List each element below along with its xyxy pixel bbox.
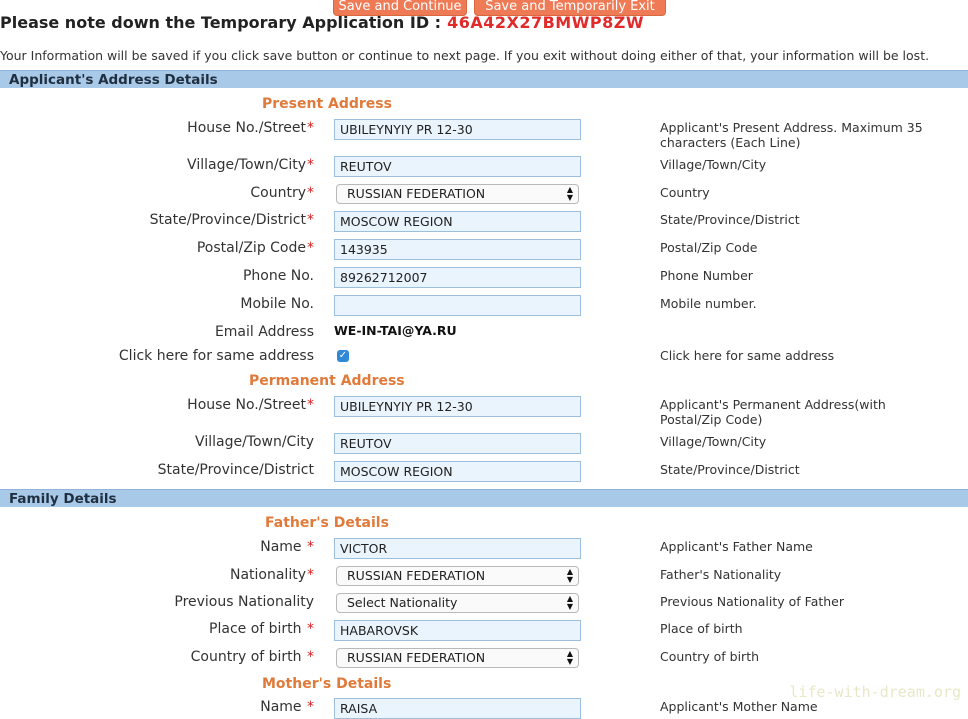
father-prev-nationality-label: Previous Nationality: [174, 594, 314, 610]
present-village-hint: Village/Town/City: [660, 157, 767, 172]
present-phone-input[interactable]: 89262712007: [334, 267, 581, 288]
present-phone-hint: Phone Number: [660, 268, 753, 283]
father-nationality-select[interactable]: [336, 566, 579, 586]
present-house-input[interactable]: UBILEYNYIY PR 12-30: [334, 119, 581, 140]
present-country-select[interactable]: [336, 184, 579, 204]
permanent-state-hint: State/Province/District: [660, 462, 800, 477]
father-nationality-label: Nationality*: [229, 567, 314, 583]
father-birth-country-hint: Country of birth: [660, 649, 760, 664]
email-label: Email Address: [214, 324, 314, 340]
notice-label: Please note down the Temporary Application ID :: [0, 13, 442, 32]
present-village-input[interactable]: REUTOV: [334, 156, 581, 177]
father-prev-nationality-select[interactable]: [336, 593, 579, 613]
present-phone-label: Phone No.: [242, 268, 314, 284]
present-postal-label: Postal/Zip Code*: [196, 240, 314, 256]
temporary-id-notice: [0, 13, 644, 32]
father-nationality-hint: Father's Nationality: [660, 567, 782, 582]
permanent-village-label: Village/Town/City: [195, 434, 314, 450]
save-continue-button[interactable]: Save and Continue: [333, 0, 467, 16]
father-name-hint: Applicant's Father Name: [660, 539, 813, 554]
select-arrows-icon: ▲ ▼: [566, 567, 573, 584]
present-mobile-input[interactable]: [334, 295, 581, 316]
present-address-title: Present Address: [262, 96, 392, 112]
father-name-label: Name *: [260, 539, 314, 555]
present-postal-hint: Postal/Zip Code: [660, 240, 758, 255]
same-address-label: Click here for same address: [118, 348, 314, 364]
email-value: WE-IN-TAI@YA.RU: [334, 323, 457, 338]
permanent-house-hint: Applicant's Permanent Address(with Postal/Zip Code): [660, 397, 886, 427]
select-arrows-icon: ▲ ▼: [566, 185, 573, 202]
present-state-hint: State/Province/District: [660, 212, 800, 227]
permanent-state-input[interactable]: MOSCOW REGION: [334, 461, 581, 482]
same-address-hint: Click here for same address: [660, 348, 835, 363]
mother-name-hint: Applicant's Mother Name: [660, 699, 818, 714]
save-temporarily-exit-button[interactable]: Save and Temporarily Exit: [474, 0, 666, 16]
present-state-label: State/Province/District*: [149, 212, 314, 228]
permanent-house-input[interactable]: UBILEYNYIY PR 12-30: [334, 396, 581, 417]
watermark: life-with-dream.org: [789, 683, 961, 701]
father-birth-country-select[interactable]: [336, 648, 579, 668]
select-arrows-icon: ▲ ▼: [566, 649, 573, 666]
father-birth-place-hint: Place of birth: [660, 621, 743, 636]
family-section-header: Family Details: [0, 489, 968, 507]
present-country-label: Country*: [250, 185, 314, 201]
father-details-title: Father's Details: [265, 515, 389, 531]
application-id: 46A42X27BMWP8ZW: [447, 13, 644, 32]
address-section-header: Applicant's Address Details: [0, 70, 968, 88]
mother-details-title: Mother's Details: [262, 676, 392, 692]
present-country-value: RUSSIAN FEDERATION: [347, 186, 486, 201]
select-arrows-icon: ▲ ▼: [566, 594, 573, 611]
permanent-state-label: State/Province/District: [157, 462, 314, 478]
permanent-address-title: Permanent Address: [249, 373, 405, 389]
father-name-input[interactable]: VICTOR: [334, 538, 581, 559]
father-prev-nationality-value: Select Nationality: [347, 595, 458, 610]
present-house-label: House No./Street*: [187, 120, 314, 136]
present-state-input[interactable]: MOSCOW REGION: [334, 211, 581, 232]
father-birth-country-value: RUSSIAN FEDERATION: [347, 650, 486, 665]
father-birth-place-label: Place of birth *: [209, 621, 314, 637]
mother-name-label: Name *: [260, 699, 314, 715]
father-birth-country-label: Country of birth *: [190, 649, 314, 665]
save-info-text: Your Information will be saved if you click save button or continue to next page. If you exit without doing either of that, your information will be lost.: [0, 48, 930, 63]
present-postal-input[interactable]: 143935: [334, 239, 581, 260]
same-address-checkbox[interactable]: ✓: [338, 350, 348, 361]
father-nationality-value: RUSSIAN FEDERATION: [347, 568, 486, 583]
father-prev-nationality-hint: Previous Nationality of Father: [660, 594, 845, 609]
present-mobile-label: Mobile No.: [240, 296, 314, 312]
present-house-hint: Applicant's Present Address. Maximum 35 characters (Each Line): [660, 120, 923, 150]
present-mobile-hint: Mobile number.: [660, 296, 757, 311]
permanent-village-input[interactable]: REUTOV: [334, 433, 581, 454]
permanent-house-label: House No./Street*: [187, 397, 314, 413]
permanent-village-hint: Village/Town/City: [660, 434, 767, 449]
father-birth-place-input[interactable]: HABAROVSK: [334, 620, 581, 641]
present-country-hint: Country: [660, 185, 710, 200]
present-village-label: Village/Town/City*: [187, 157, 314, 173]
mother-name-input[interactable]: RAISA: [334, 698, 581, 719]
